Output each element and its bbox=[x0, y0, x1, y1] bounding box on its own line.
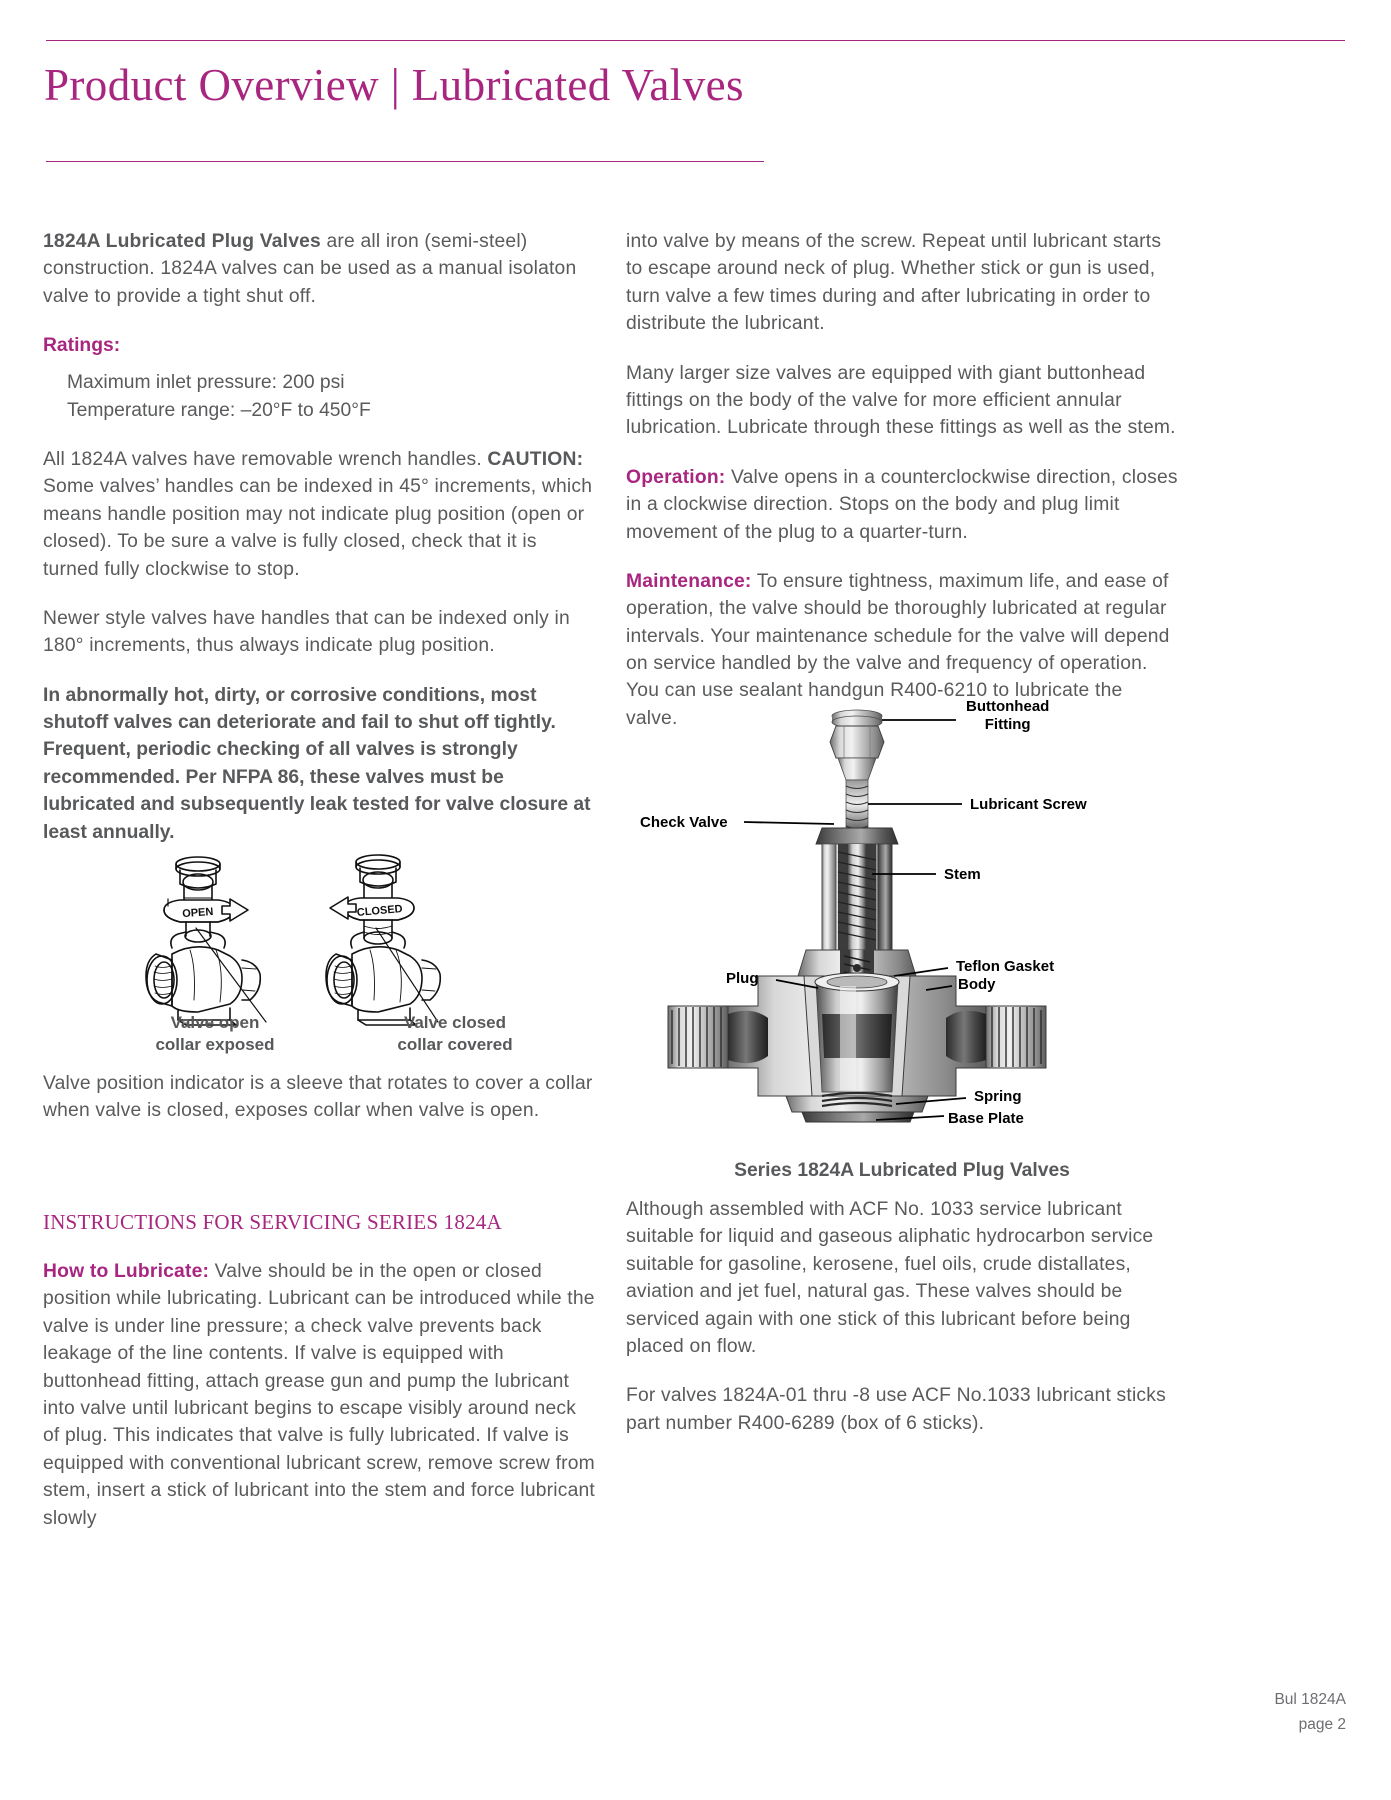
left-column bbox=[43, 228, 595, 868]
ratings-heading: Ratings: bbox=[43, 335, 121, 357]
right-column bbox=[626, 228, 1178, 732]
header-rule-under-title bbox=[46, 161, 764, 162]
label-lubricant-screw: Lubricant Screw bbox=[970, 796, 1087, 813]
label-base-plate: Base Plate bbox=[948, 1110, 1024, 1127]
rating-item: Maximum inlet pressure: 200 psi bbox=[67, 372, 345, 394]
how-to-lubricate-paragraph bbox=[43, 1258, 595, 1532]
svg-text:OPEN: OPEN bbox=[181, 905, 214, 921]
valve-open-caption bbox=[110, 1012, 320, 1056]
maintenance-rest: To ensure tightness, maximum life, and ease of operation, the valve should be thoroughly lubricated at regular intervals. Your maintenance schedule for the valve will depend on service handled by the valve and frequency of operation. You can use sealant handgun R400-6210 to lubricate the valve. bbox=[626, 570, 1170, 729]
figure-caption: Series 1824A Lubricated Plug Valves bbox=[734, 1160, 1070, 1181]
caution-paragraph bbox=[43, 446, 595, 583]
larger-valves-paragraph: Many larger size valves are equipped with giant buttonhead fittings on the body of the valve for more efficient annular lubrication. Lubricate through these fittings as well as the stem. bbox=[626, 362, 1176, 439]
maintenance-lead: Maintenance: bbox=[626, 570, 752, 592]
intro-paragraph bbox=[43, 228, 595, 310]
operation-rest: Valve opens in a counterclockwise direction, closes in a clockwise direction. Stops on the body and plug limit movement of the plug to a quarter-turn. bbox=[626, 466, 1178, 543]
continuation-paragraph: into valve by means of the screw. Repeat until lubricant starts to escape around neck of plug. Whether stick or gun is used, turn valve a few times during and after lubricating in order to distribute the lubricant. bbox=[626, 231, 1162, 335]
page-title: Product Overview | Lubricated Valves bbox=[44, 60, 744, 110]
how-to-lubricate-rest: Valve should be in the open or closed position while lubricating. Lubricant can be introduced while the valve is under line pressure; a check valve prevents back leakage of the line contents. If valve is equipped with buttonhead fitting, attach grease gun and pump the lubricant into valve until lubricant begins to escape visibly around neck of plug. This indicates that valve is fully lubricated. If valve is equipped with conventional lubricant screw, remove screw from stem, insert a stick of lubricant into the stem and force lubricant slowly bbox=[43, 1261, 595, 1529]
label-check-valve: Check Valve bbox=[640, 814, 728, 831]
label-teflon-gasket: Teflon Gasket bbox=[956, 958, 1055, 975]
intro-rest: are all iron (semi-steel) construction. 1824A valves can be used as a manual isolaton valve to provide a tight shut off. bbox=[43, 231, 577, 307]
valve-open-caption-line1: Valve open bbox=[170, 1013, 260, 1032]
label-body: Body bbox=[958, 976, 996, 993]
how-to-lubricate-lead: How to Lubricate: bbox=[43, 1261, 210, 1283]
ratings-list bbox=[43, 369, 595, 424]
lubricant-paragraph: Although assembled with ACF No. 1033 service lubricant suitable for liquid and gaseous aliphatic hydrocarbon service suitable for gasoline, kerosene, fuel oils, crude distallates, aviation and jet fuel, natural gas. These valves should be serviced again with one stick of this lubricant before being placed on flow. bbox=[626, 1199, 1154, 1357]
caution-after: Some valves’ handles can be indexed in 45° increments, which means handle position may not indicate plug position (open or closed). To be sure a valve is fully closed, check that it is turned fully clockwise to stop. bbox=[43, 476, 593, 580]
abnormal-conditions-paragraph: In abnormally hot, dirty, or corrosive conditions, most shutoff valves can deteriorate and fail to shut off tightly. Frequent, periodic checking of all valves is strongly recommended. Per NFPA 86, these valves must be lubricated and subsequently leak tested for valve closure at least annually. bbox=[43, 684, 591, 843]
label-buttonhead-line1: Buttonhead bbox=[966, 698, 1050, 715]
newer-style-paragraph: Newer style valves have handles that can be indexed only in 180° increments, thus always indicate plug position. bbox=[43, 607, 570, 657]
left-column-lower bbox=[43, 1070, 595, 1554]
intro-lead: 1824A Lubricated Plug Valves bbox=[43, 231, 321, 252]
caution-keyword: CAUTION: bbox=[487, 448, 584, 470]
valve-closed-caption-line1: Valve closed bbox=[403, 1013, 507, 1032]
operation-lead: Operation: bbox=[626, 466, 726, 488]
footer-page-number: page 2 bbox=[1298, 1715, 1346, 1733]
operation-paragraph bbox=[626, 464, 1178, 546]
header-rule-top bbox=[46, 40, 1345, 41]
servicing-heading: INSTRUCTIONS FOR SERVICING SERIES 1824A bbox=[43, 1209, 502, 1234]
label-stem: Stem bbox=[944, 866, 981, 883]
label-buttonhead-line2: Fitting bbox=[984, 716, 1031, 733]
right-column-lower bbox=[626, 1196, 1178, 1459]
valve-figure-captions bbox=[110, 1012, 560, 1056]
rating-item: Temperature range: –20°F to 450°F bbox=[67, 399, 371, 421]
stem-housing-art bbox=[816, 828, 898, 950]
caution-before: All 1824A valves have removable wrench handles. bbox=[43, 448, 488, 470]
label-buttonhead-fitting bbox=[966, 698, 1049, 734]
buttonhead-fitting-art bbox=[830, 710, 884, 829]
valve-closed-caption bbox=[350, 1012, 560, 1056]
svg-text:CLOSED: CLOSED bbox=[356, 903, 404, 919]
position-indicator-paragraph: Valve position indicator is a sleeve that rotates to cover a collar when valve is closed, exposes collar when valve is open. bbox=[43, 1073, 593, 1122]
valve-open-caption-line2: collar exposed bbox=[155, 1035, 275, 1055]
footer bbox=[1274, 1688, 1346, 1738]
label-spring: Spring bbox=[974, 1088, 1022, 1105]
cutaway-valve-figure bbox=[626, 676, 1186, 1126]
valve-closed-caption-line2: collar covered bbox=[397, 1035, 513, 1055]
footer-bulletin: Bul 1824A bbox=[1274, 1691, 1346, 1708]
part-number-paragraph: For valves 1824A-01 thru -8 use ACF No.1033 lubricant sticks part number R400-6289 (box of 6 sticks). bbox=[626, 1385, 1166, 1434]
label-plug: Plug bbox=[726, 970, 759, 987]
